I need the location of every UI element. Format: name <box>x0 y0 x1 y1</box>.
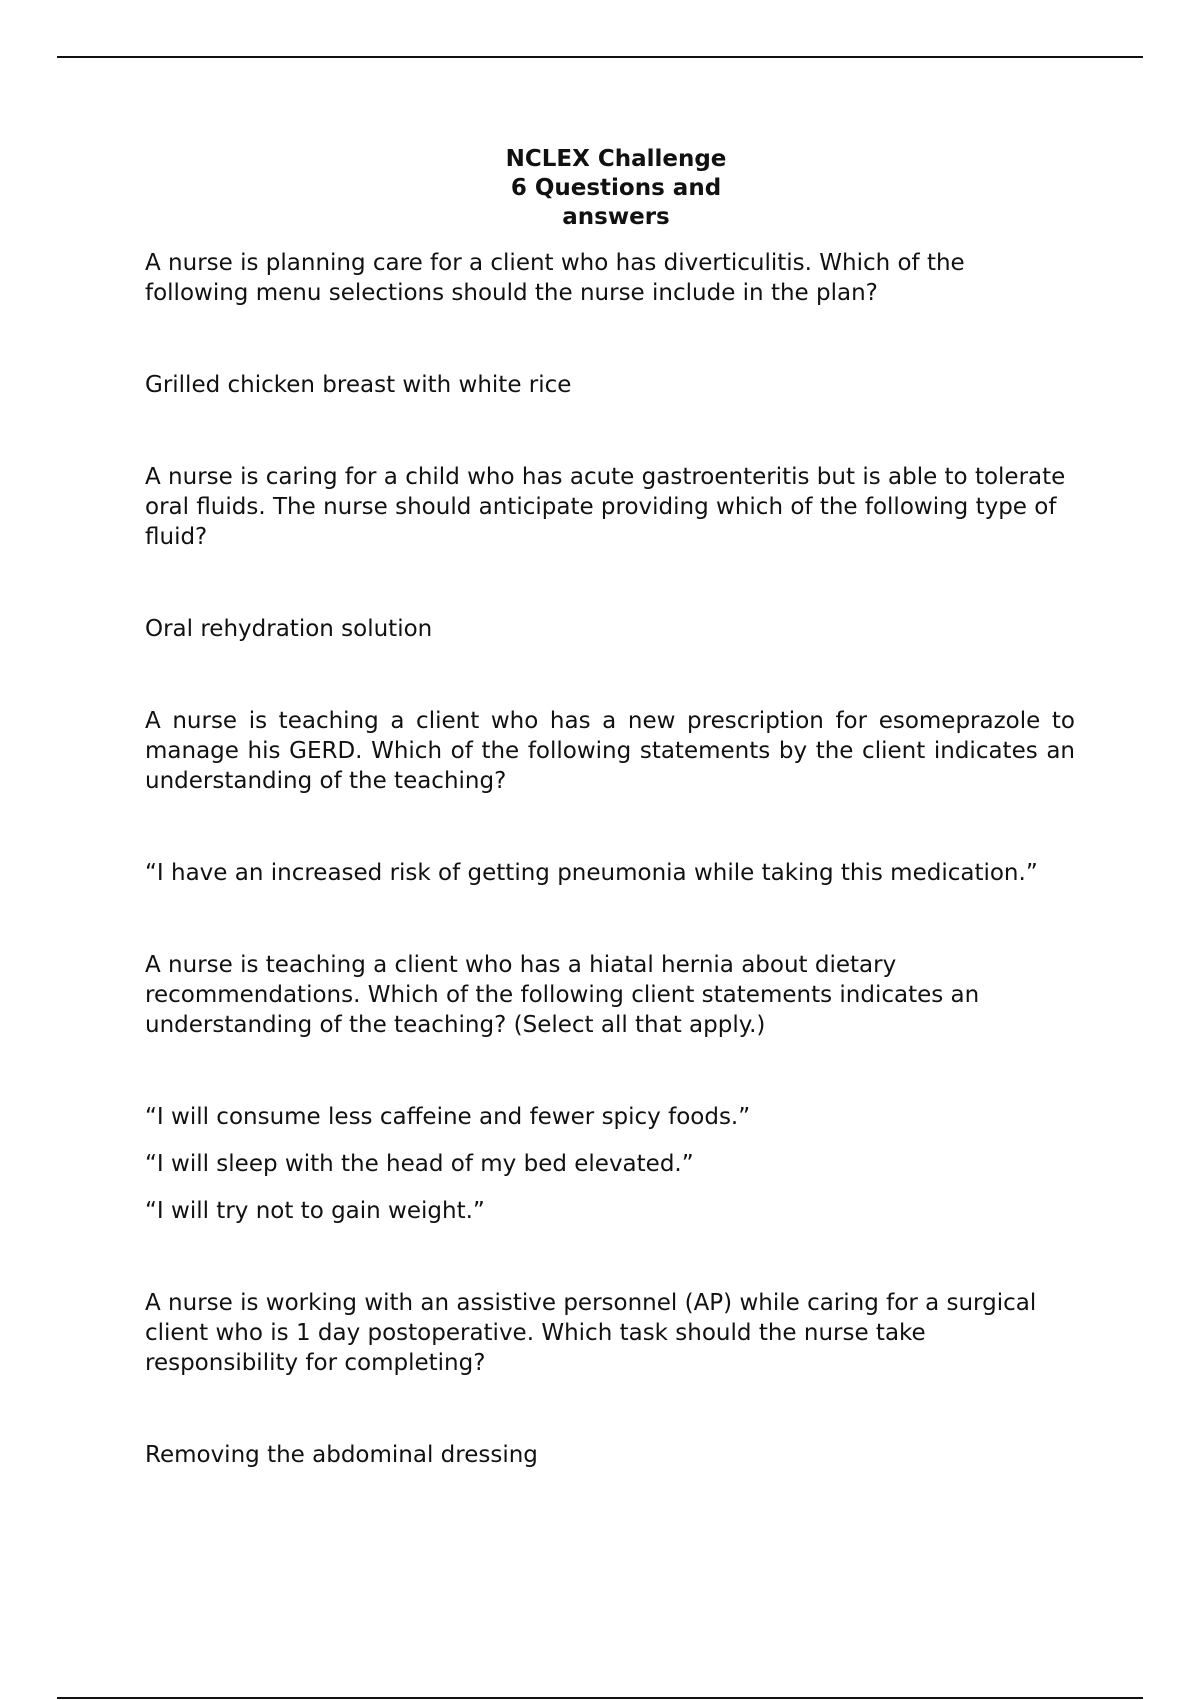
answer-4b: “I will sleep with the head of my bed elevated.” <box>145 1151 694 1177</box>
question-3: A nurse is teaching a client who has a new prescription for esomeprazole to manage his GERD. Which of the following statements by the client indicates an understanding of the teaching? <box>145 708 1075 794</box>
header-rule <box>57 56 1143 58</box>
title-line-1: NCLEX Challenge <box>505 146 727 172</box>
answer-2: Oral rehydration solution <box>145 616 433 642</box>
answer-4c: “I will try not to gain weight.” <box>145 1198 485 1224</box>
answer-5: Removing the abdominal dressing <box>145 1442 538 1468</box>
question-2: A nurse is caring for a child who has acute gastroenteritis but is able to tolerate oral fluids. The nurse should anticipate providing which of the following type of fluid? <box>145 464 1066 550</box>
answer-4a: “I will consume less caffeine and fewer spicy foods.” <box>145 1104 751 1130</box>
title-line-2: 6 Questions and <box>510 175 722 201</box>
document-title <box>0 145 1200 232</box>
title-line-3: answers <box>562 204 670 230</box>
footer-rule <box>57 1697 1143 1699</box>
question-1: A nurse is planning care for a client who has diverticulitis. Which of the following menu selections should the nurse include in the plan? <box>145 250 965 306</box>
qa-list <box>145 248 1075 1470</box>
answer-3: “I have an increased risk of getting pneumonia while taking this medication.” <box>145 860 1038 886</box>
question-4: A nurse is teaching a client who has a hiatal hernia about dietary recommendations. Which of the following client statements indicates an understanding of the teaching? (Select all that apply.) <box>145 952 980 1038</box>
answer-1: Grilled chicken breast with white rice <box>145 372 572 398</box>
question-5: A nurse is working with an assistive personnel (AP) while caring for a surgical client who is 1 day postoperative. Which task should the nurse take responsibility for completing? <box>145 1290 1037 1376</box>
